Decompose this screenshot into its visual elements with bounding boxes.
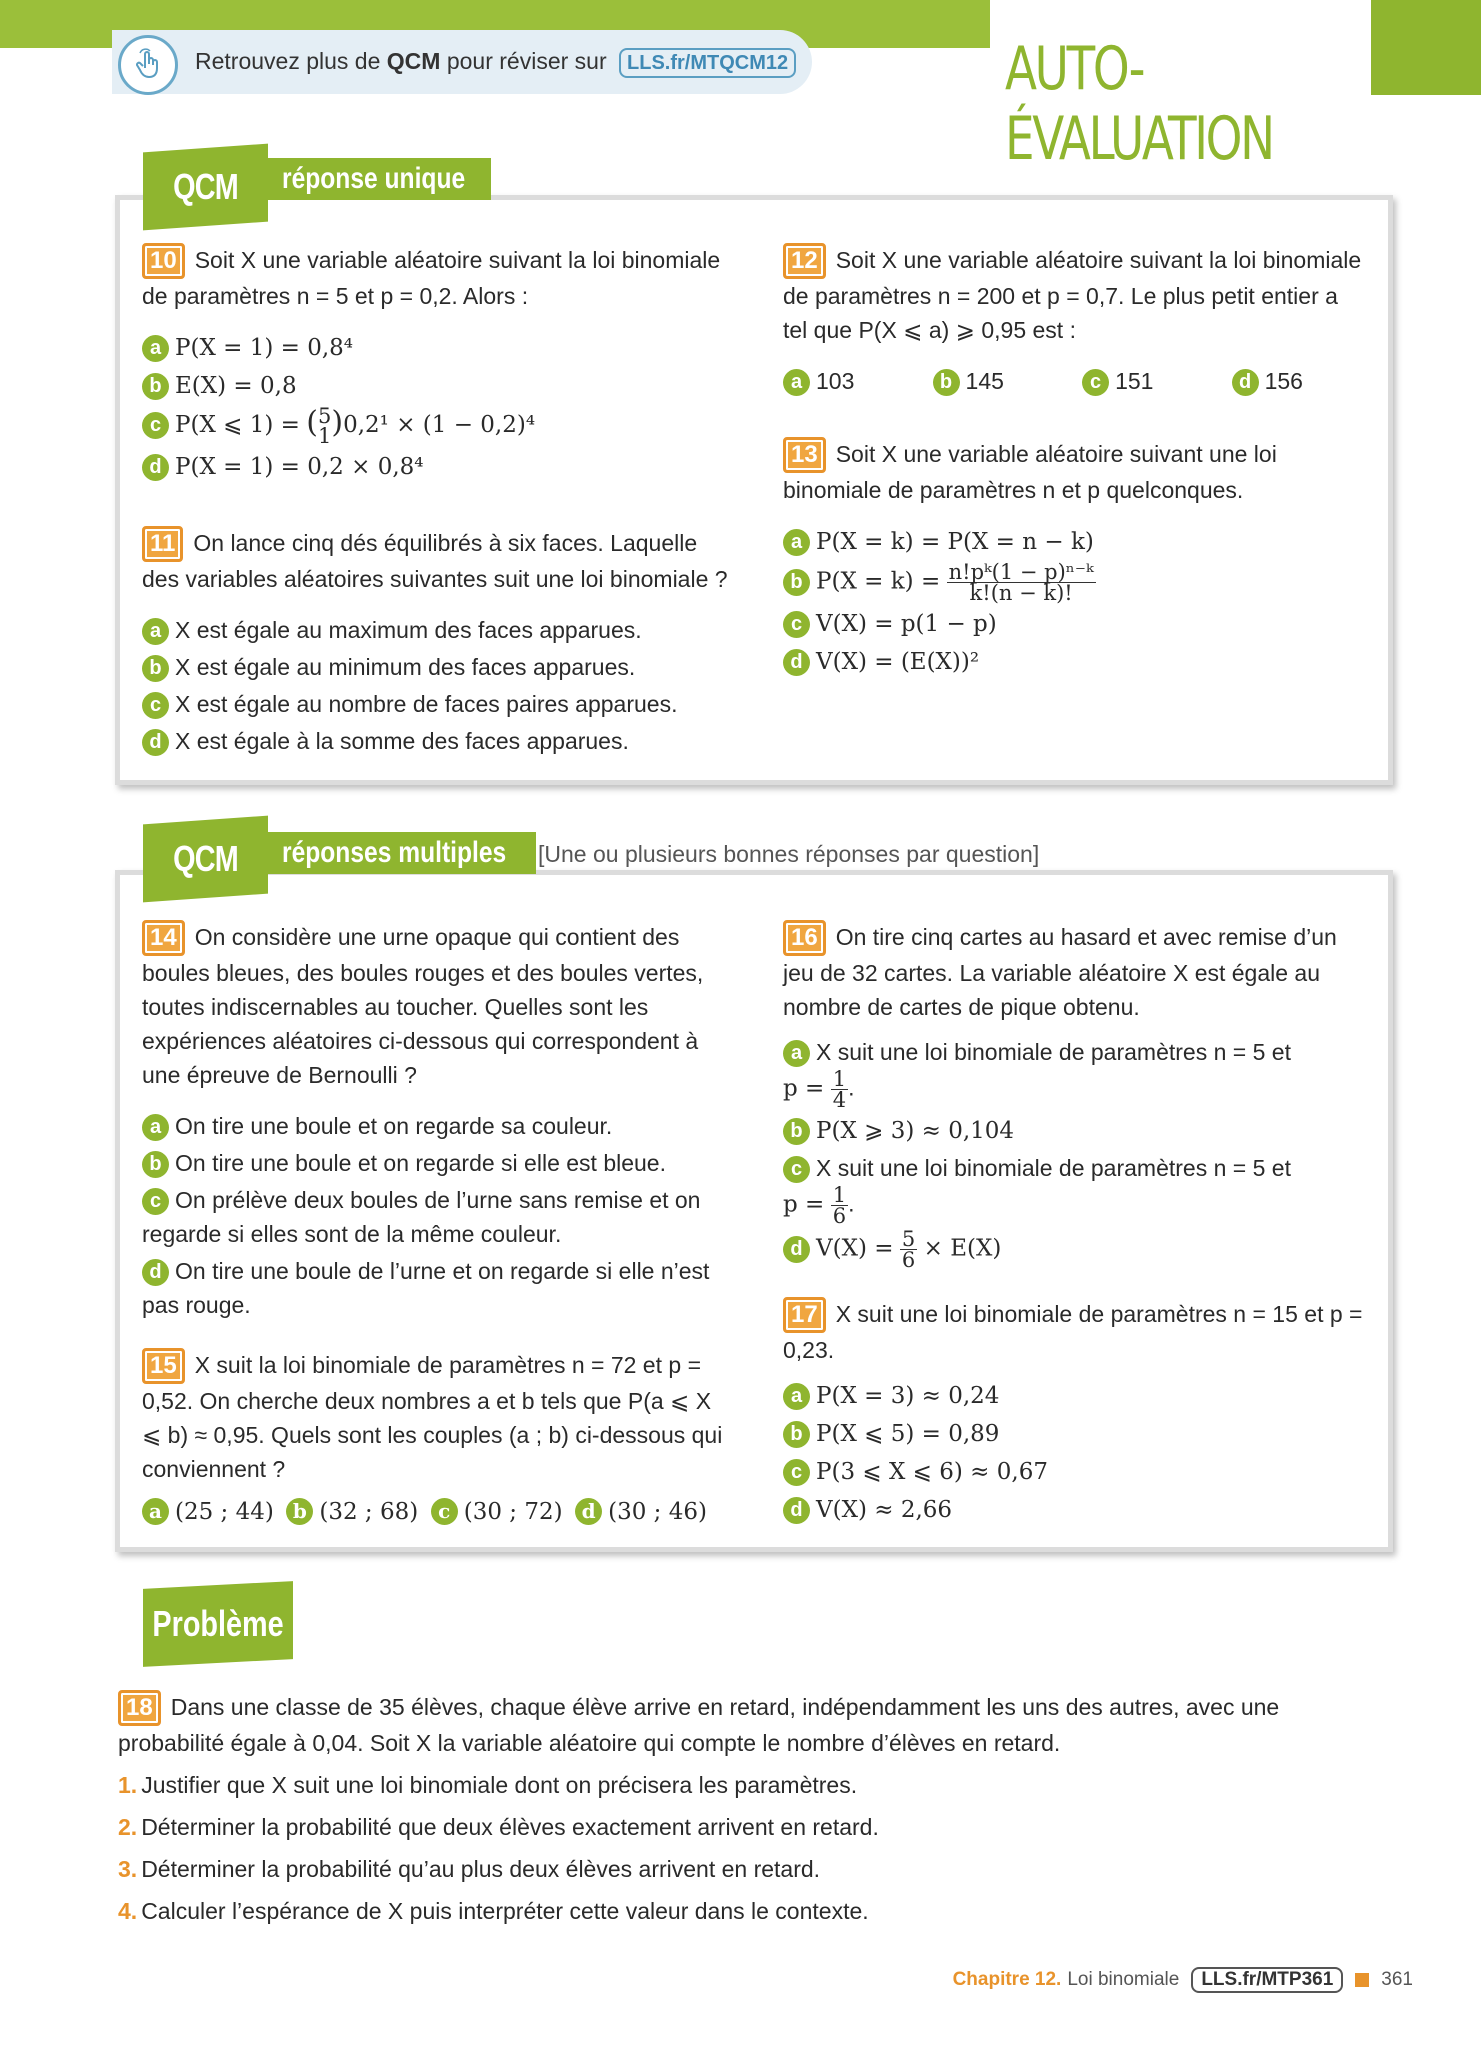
option-d[interactable]: d — [142, 1259, 169, 1286]
question-number: 14 — [142, 920, 185, 956]
option-a[interactable]: a — [783, 369, 810, 396]
option-b[interactable]: b — [142, 1151, 169, 1178]
question-number: 18 — [118, 1690, 161, 1726]
option-b[interactable]: b — [933, 369, 960, 396]
option-d[interactable]: d — [783, 1236, 810, 1263]
question-number: 15 — [142, 1348, 185, 1384]
option-c[interactable]: c — [142, 1188, 169, 1215]
section-subtitle: réponses multiples — [268, 832, 536, 874]
question-number: 10 — [142, 243, 185, 279]
option-d[interactable]: d — [575, 1498, 602, 1525]
option-b[interactable]: b — [783, 1421, 810, 1448]
probleme-item: 3. Déterminer la probabilité qu’au plus deux élèves arrivent en retard. — [118, 1856, 821, 1882]
footer-link[interactable]: LLS.fr/MTP361 — [1191, 1967, 1343, 1993]
option-a[interactable]: a — [783, 1040, 810, 1067]
probleme-item: 4. Calculer l’espérance de X puis interpréter cette valeur dans le contexte. — [118, 1898, 869, 1924]
option-d[interactable]: d — [142, 729, 169, 756]
option-a[interactable]: a — [142, 1114, 169, 1141]
question-number: 13 — [783, 437, 826, 473]
option-d[interactable]: d — [783, 649, 810, 676]
probleme-item: 1. Justifier que X suit une loi binomiale dont on précisera les paramètres. — [118, 1772, 858, 1798]
qcm-tag: QCM — [143, 816, 268, 903]
option-b[interactable]: b — [142, 373, 169, 400]
probleme-item: 2. Déterminer la probabilité que deux élèves exactement arrivent en retard. — [118, 1814, 879, 1840]
option-b[interactable]: b — [286, 1498, 313, 1525]
option-d[interactable]: d — [783, 1497, 810, 1524]
hand-pointer-icon — [118, 35, 178, 95]
option-b[interactable]: b — [142, 655, 169, 682]
option-c[interactable]: c — [142, 692, 169, 719]
question-10: 10 Soit X une variable aléatoire suivant la loi binomiale de paramètres n = 5 et p = 0,2. Alors : a P(X = 1) = 0,8⁴ b E(X) = 0,8 c P(X ⩽ 1) = (5 1 )0,2¹ × (1 − 0,2)⁴ d P(X = 1) = 0,2 × 0,8⁴ — [142, 243, 722, 487]
page-number: 361 — [1381, 1969, 1413, 1990]
question-14: 14 On considère une urne opaque qui contient des boules bleues, des boules rouges et des boules vertes, toutes indiscernables au toucher. Quelles sont les expériences aléatoires ci-dessous qui correspondent à une épreuve de Bernoulli ? a On tire une boule et on regarde sa couleur. b On tire une boule et on regarde si elle est bleue. c On prélève deux boules de l’urne sans remise et on regarde si elles sont de la même couleur. d On tire une boule de l’urne et on regarde si elle n’est pas rouge. — [142, 920, 727, 1325]
page-footer — [953, 1967, 1413, 1993]
option-d[interactable]: d — [1232, 369, 1259, 396]
option-c[interactable]: c — [783, 611, 810, 638]
question-16: 16 On tire cinq cartes au hasard et avec remise d’un jeu de 32 cartes. La variable aléatoire X est égale au nombre de cartes de pique obtenu. a X suit une loi binomiale de paramètres n = 5 et p = $\frac{1}{4}$ . b P(X ⩾ 3) ≈ 0,104 c X suit une loi binomiale de paramètres n = 5 et p = $\frac{1}{6}$ . d V(X) = $\frac{5}{6}$ × E(X) — [783, 920, 1363, 1273]
question-11: 11 On lance cinq dés équilibrés à six faces. Laquelle des variables aléatoires suivantes suit une loi binomiale ? a X est égale au maximum des faces apparues. b X est égale au minimum des faces apparues. c X est égale au nombre de faces paires apparues. d X est égale à la somme des faces apparues. — [142, 526, 732, 761]
question-number: 11 — [142, 526, 183, 562]
option-b[interactable]: b — [783, 569, 810, 596]
option-a[interactable]: a — [142, 1498, 169, 1525]
question-12: 12 Soit X une variable aléatoire suivant la loi binomiale de paramètres n = 200 et p = 0,7. Le plus petit entier a tel que P(X ⩽ a) ⩾ 0,95 est : a 103 b 145 c 151 d 156 — [783, 243, 1363, 401]
square-marker-icon — [1355, 1973, 1369, 1987]
banner-text: Retrouvez plus de QCM pour réviser sur LLS.fr/MTQCM12 — [195, 48, 796, 78]
corner-decoration — [1371, 0, 1481, 95]
question-13: 13 Soit X une variable aléatoire suivant une loi binomiale de paramètres n et p quelconques. a P(X = k) = P(X = n − k) b P(X = k) = $\frac{\text{n!pᵏ(1 − p)ⁿ⁻ᵏ}}{k!(n - k)!}$ c V(X) = p(1 − p) d V(X) = (E(X))² — [783, 437, 1363, 682]
question-15: 15 X suit la loi binomiale de paramètres n = 72 et p = 0,52. On cherche deux nombres a et b tels que P(a ⩽ X ⩽ b) ≈ 0,95. Quels sont les couples (a ; b) ci-dessous qui conviennent ? a (25 ; 44) b (32 ; 68) c (30 ; 72) d (30 ; 46) — [142, 1348, 727, 1532]
option-a[interactable]: a — [142, 618, 169, 645]
option-d[interactable]: d — [142, 454, 169, 481]
chapter-title: Loi binomiale — [1067, 1969, 1180, 1990]
section-note: [Une ou plusieurs bonnes réponses par question] — [538, 841, 1040, 867]
option-a[interactable]: a — [783, 529, 810, 556]
page-title: AUTO-ÉVALUATION — [1005, 34, 1273, 174]
qcm-link[interactable]: LLS.fr/MTQCM12 — [619, 48, 796, 78]
question-17: 17 X suit une loi binomiale de paramètres n = 15 et p = 0,23. a P(X = 3) ≈ 0,24 b P(X ⩽ 5) = 0,89 c P(3 ⩽ X ⩽ 6) ≈ 0,67 d V(X) ≈ 2,66 — [783, 1297, 1363, 1530]
option-a[interactable]: a — [142, 335, 169, 362]
option-c[interactable]: c — [431, 1498, 458, 1525]
option-c[interactable]: c — [783, 1156, 810, 1183]
option-c[interactable]: c — [783, 1459, 810, 1486]
chapter-label: Chapitre 12. — [952, 1969, 1062, 1990]
question-number: 16 — [783, 920, 826, 956]
option-a[interactable]: a — [783, 1383, 810, 1410]
qcm-tag: QCM — [143, 144, 268, 231]
question-number: 17 — [783, 1297, 826, 1333]
option-c[interactable]: c — [142, 412, 169, 439]
option-b[interactable]: b — [783, 1118, 810, 1145]
probleme-tag: Problème — [143, 1581, 293, 1667]
question-number: 12 — [783, 243, 826, 279]
option-c[interactable]: c — [1082, 369, 1109, 396]
probleme-section: 18 Dans une classe de 35 élèves, chaque élève arrive en retard, indépendamment les uns des autres, avec une probabilité égale à 0,04. Soit X la variable aléatoire qui compte le nombre d’élèves en retard. 1. Justifier que X suit une loi binomiale dont on précisera les paramètres. 2. Déterminer la probabilité que deux élèves exactement arrivent en retard. 3. Déterminer la probabilité qu’au plus deux élèves arrivent en retard. 4. Calculer l’espérance de X puis interpréter cette valeur dans le contexte. — [118, 1690, 1378, 1928]
section-subtitle: réponse unique — [268, 158, 491, 200]
